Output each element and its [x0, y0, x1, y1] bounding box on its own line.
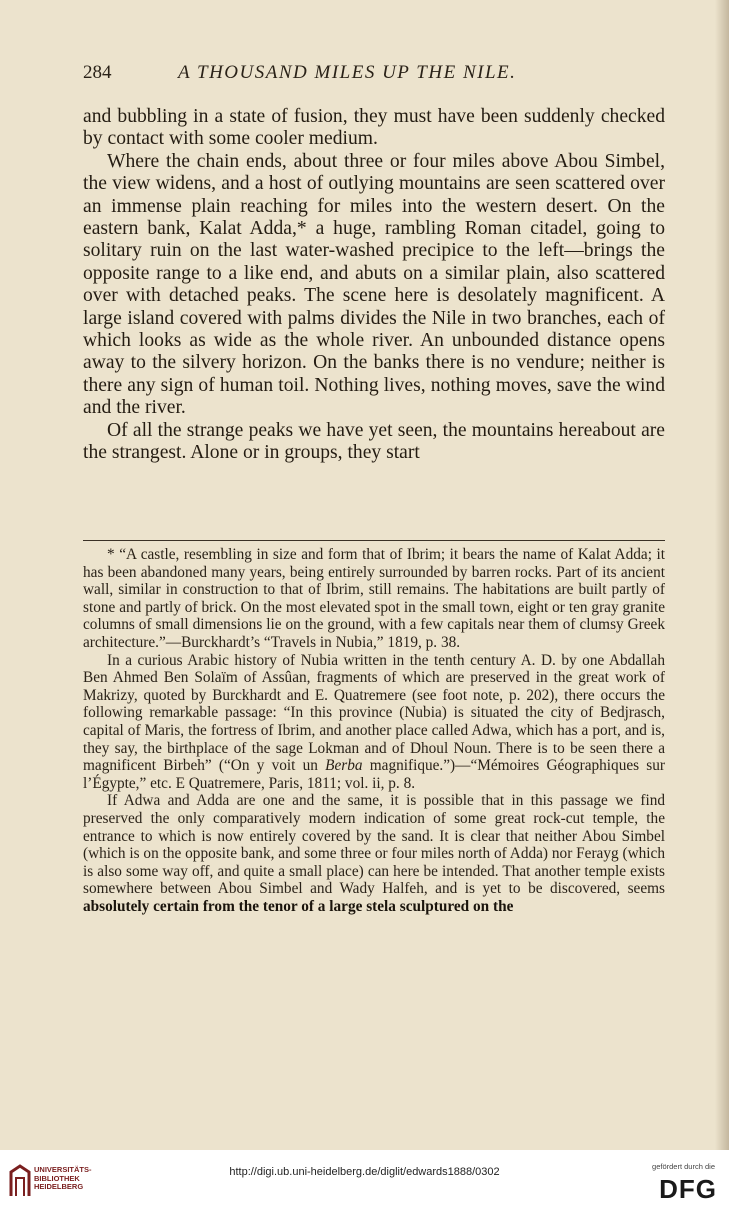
footnote-1: * “A castle, resembling in size and form that of Ibrim; it bears the name of Kalat Adda; it has been abandoned many years, being entirely surrounded by barren rocks. Part of its ancient wall, similar in construction to that of Ibrim, still remains. The habitations are built partly of stone and partly of brick. On the most elevated spot in the small town, eight or ten gray granite columns of small dimensions lie on the ground, with a few capitals near them of clumsy Greek architecture.”—Burckhardt’s “Travels in Nubia,” 1819, p. 38. [83, 546, 665, 651]
footnote-2-text-a: In a curious Arabic history of Nubia written in the tenth century A. D. by one Abdallah Ben Ahmed Ben Solaïm of Assûan, fragments of which are preserved in the great work of Makrizy, quoted by Burckhardt and E. Quatremere (see foot note, p. 202), there occurs the following remarkable passage: “In this province (Nubia) is situated the city of Bedjrasch, capital of Maris, the fortress of Ibrim, and another place called Adwa, which has a port, and is, they say, the birthplace of the sage Lokman and of Dhoul Noun. There is to be seen there a magnificent Birbeh” (“On y voit un [83, 651, 665, 775]
footnote-divider [83, 540, 665, 541]
footnote-3-last-line: absolutely certain from the tenor of a large stela sculptured on the [83, 897, 514, 915]
footnote-2-italic: Berba [325, 757, 363, 775]
footnotes [83, 546, 665, 915]
footnote-3-text: If Adwa and Adda are one and the same, it is possible that in this passage we find preserved the only comparatively modern indication of some great rock-cut temple, the entrance to which is now entirely covered by the sand. It is clear that neither Abou Simbel (which is on the opposite bank, and some three or four miles north of Adda) nor Ferayg (which is also some way off, and quite a small place) can here be intended. That another temple exists somewhere between Abou Simbel and Wady Halfeh, and is yet to be discovered, seems [83, 792, 665, 898]
paragraph-3: Of all the strange peaks we have yet seen, the mountains hereabout are the strangest. Alone or in groups, they start [83, 419, 665, 464]
page-number: 284 [83, 62, 112, 83]
library-line-2: BIBLIOTHEK [34, 1173, 80, 1183]
page-header [83, 62, 663, 88]
digitization-footer [0, 1150, 729, 1208]
funder-caption: gefördert durch die [652, 1162, 715, 1171]
library-line-1: UNIVERSITÄTS- [34, 1165, 92, 1174]
paragraph-2: Where the chain ends, about three or four miles above Abou Simbel, the view widens, and a host of outlying mountains are seen scattered over an immense plain reaching for miles into the western desert. On the eastern bank, Kalat Adda,* a huge, rambling Roman citadel, going to solitary ruin on the last water-washed precipice to the left—brings the opposite range to a like end, and abuts on a similar plain, also scattered over with detached peaks. The scene here is desolately magnificent. A large island covered with palms divides the Nile in two branches, each of which looks as wide as the whole river. An unbounded distance opens away to the silvery horizon. On the banks there is no vendure; neither is there any sign of human toil. Nothing lives, nothing moves, save the wind and the river. [83, 150, 665, 419]
paragraph-1: and bubbling in a state of fusion, they must have been suddenly checked by contact with some cooler medium. [83, 106, 665, 150]
main-text [83, 106, 665, 465]
library-line-3: HEIDELBERG [34, 1182, 84, 1192]
footnote-2-text-b: magnifique.”)—“Mémoires Géographiques sur l’Égypte,” etc. E Quatremere, Paris, 1811; vol. ii, p. 8. [83, 757, 665, 792]
dfg-logo: DFG [659, 1174, 717, 1204]
footnote-2 [83, 652, 665, 793]
source-url-link[interactable]: http://digi.ub.uni-heidelberg.de/diglit/edwards1888/0302 [229, 1166, 500, 1178]
running-title: A THOUSAND MILES UP THE NILE. [178, 62, 517, 83]
footnote-3 [83, 792, 665, 915]
